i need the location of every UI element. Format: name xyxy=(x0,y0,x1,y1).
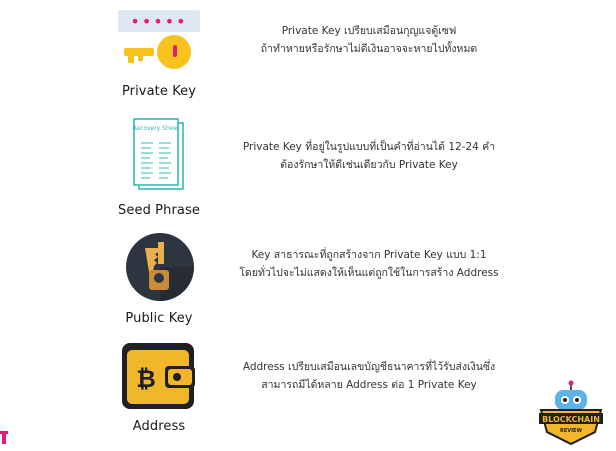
private-key-desc-line1: Private Key เปรียบเสมือนกุญแจตู้เซฟ xyxy=(281,25,457,37)
seed-phrase-desc-line2: ต้องรักษาให้ดีเช่นเดียวกับ Private Key xyxy=(280,159,458,171)
cursor-marker xyxy=(2,431,6,444)
recovery-sheet-icon xyxy=(131,117,187,193)
address-desc-line1: Address เปรียบเสมือนเลขบัญชีธนาคารที่ไว้รับส่งเงินซึ่ง xyxy=(242,361,496,373)
public-key-desc-line1: Key สาธารณะที่ถูกสร้างจาก Private Key แบบ 1:1 xyxy=(251,249,487,261)
private-key-desc-line2: ถ้าทำหายหรือรักษาไม่ดีเงินอาจจะหายไปทั้งหมด xyxy=(260,43,478,55)
private-key-label: Private Key xyxy=(121,84,197,99)
seed-phrase-description xyxy=(199,138,539,174)
address-desc-line2: สามารถมีได้หลาย Address ต่อ 1 Private Key xyxy=(261,379,477,391)
public-key-label: Public Key xyxy=(125,311,193,326)
public-key-icon-group xyxy=(125,232,195,302)
seed-phrase-label: Seed Phrase xyxy=(118,203,200,218)
recovery-sheet-title: Recovery Sheet xyxy=(132,125,180,132)
password-mask-text: ••••• xyxy=(130,12,188,31)
seed-phrase-desc-line1: Private Key ที่อยู่ในรูปแบบที่เป็นคำที่อ่านได้ 12-24 คำ xyxy=(242,141,496,153)
blockchain-review-logo xyxy=(537,380,605,446)
logo-subtext: REVIEW xyxy=(560,428,582,434)
private-key-icon-group xyxy=(114,8,204,80)
bitcoin-wallet-icon xyxy=(119,340,199,412)
public-key-icon xyxy=(125,232,195,302)
key-icon xyxy=(114,8,204,80)
public-key-description xyxy=(199,246,539,282)
seed-phrase-icon-group xyxy=(131,117,187,193)
robot-mascot-icon xyxy=(537,380,605,446)
svg-text:₿: ₿ xyxy=(136,365,156,393)
address-description xyxy=(199,358,539,394)
public-key-desc-line2: โดยทั่วไปจะไม่แสดงให้เห็นแต่ถูกใช้ในการสร้าง Address xyxy=(239,267,499,279)
private-key-description xyxy=(199,22,539,58)
logo-text: BLOCKCHAIN xyxy=(542,415,600,424)
address-icon-group xyxy=(119,340,199,412)
address-label: Address xyxy=(132,419,186,434)
